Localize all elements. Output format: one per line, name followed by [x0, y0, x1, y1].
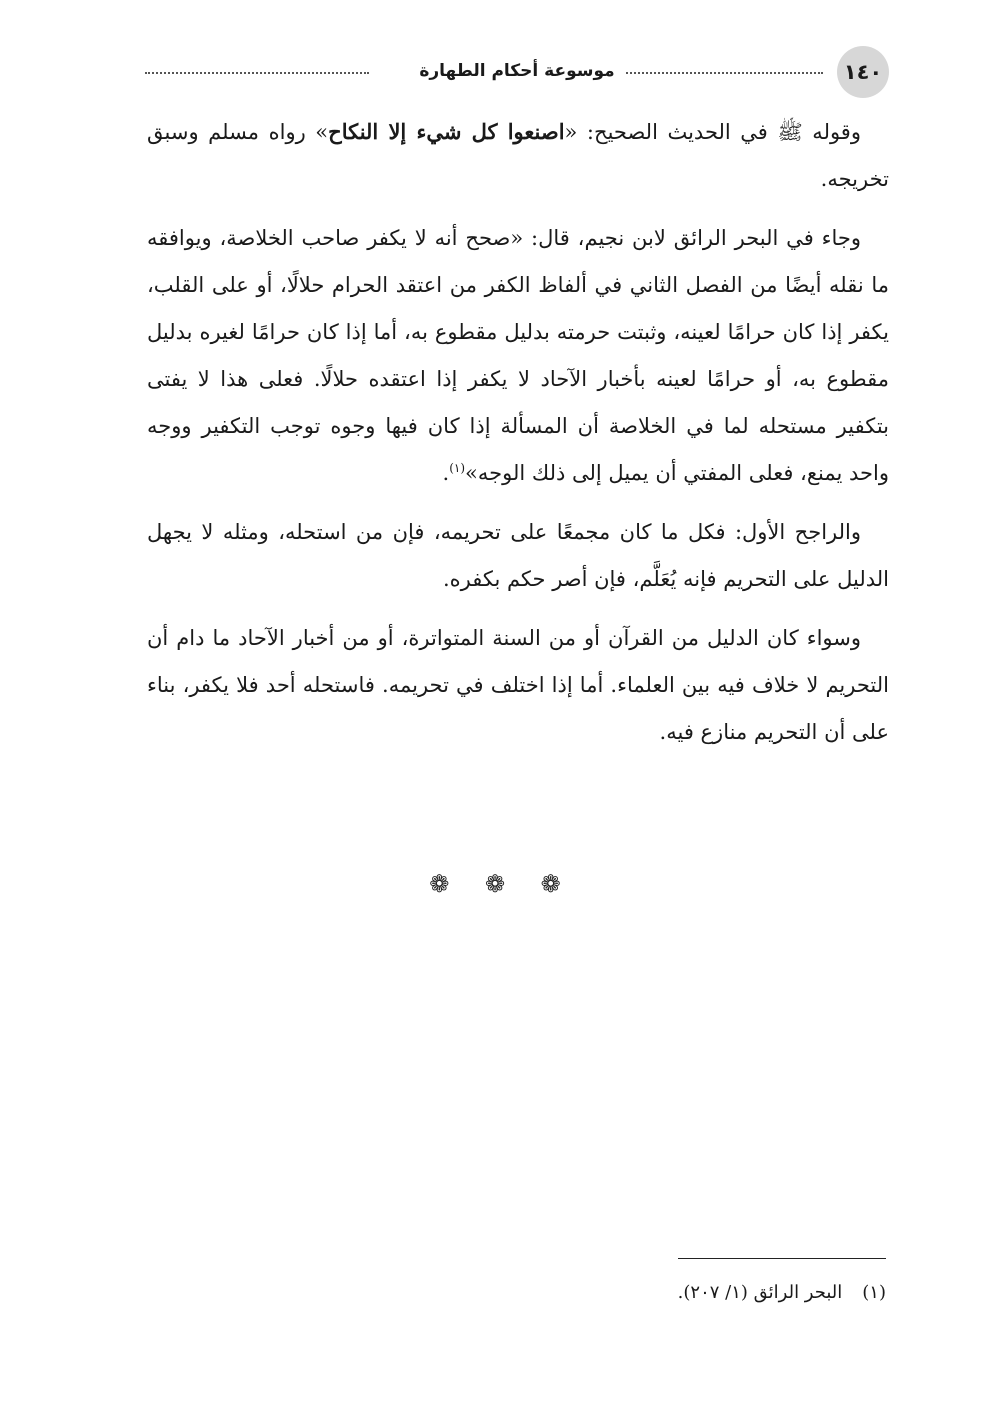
paragraph-2-end: . — [442, 461, 450, 485]
section-ornament: ❁ ❁ ❁ — [429, 870, 575, 898]
footnote-number: (١) — [862, 1282, 886, 1303]
running-title-text: موسوعة أحكام الطهارة — [409, 61, 624, 81]
running-title — [145, 56, 889, 86]
footnote — [386, 1278, 886, 1308]
page-header — [145, 46, 889, 98]
paragraph-1-lead: وقوله ﷺ في الحديث الصحيح: « — [564, 120, 861, 144]
paragraph-2 — [147, 215, 889, 497]
footnote-rule — [678, 1258, 886, 1259]
paragraph-1-tail: » رواه مسلم وسبق تخريجه. — [147, 120, 889, 191]
body-text — [147, 108, 889, 768]
page-number-badge: ١٤٠ — [837, 46, 889, 98]
footnote-reference[interactable]: (١) — [449, 461, 466, 475]
paragraph-2-text: وجاء في البحر الرائق لابن نجيم، قال: «صحح أنه لا يكفر صاحب الخلاصة، ويوافقه ما نقله أيضًا من الفصل الثاني في ألفاظ الكفر من اعتقد الحرام حلالًا، أو على القلب، يكفر إذا كان حرامًا لعينه، وثبتت حرمته بدليل مقطوع به، أما إذا كان حرامًا لغيره بدليل مقطوع به، أو حرامًا لعينه بأخبار الآحاد لا يكفر إذا اعتقده حلالًا. فعلى هذا لا يفتى بتكفير مستحله لما في الخلاصة أن المسألة إذا كان فيها وجوه توجب التكفير ووجه واحد يمنع، فعلى المفتي أن يميل إلى ذلك الوجه» — [147, 226, 889, 485]
paragraph-4: وسواء كان الدليل من القرآن أو من السنة المتواترة، أو من أخبار الآحاد ما دام أن التحريم لا خلاف فيه بين العلماء. أما إذا اختلف في تحريمه. فاستحله أحد فلا يكفر، بناء على أن التحريم منازع فيه. — [147, 626, 889, 744]
hadith-quote: اصنعوا كل شيء إلا النكاح — [328, 119, 565, 144]
paragraph-3: والراجح الأول: فكل ما كان مجمعًا على تحريمه، فإن من استحله، ومثله لا يجهل الدليل على التحريم فإنه يُعَلَّم، فإن أصر حكم بكفره. — [147, 520, 889, 591]
paragraph-1 — [147, 108, 889, 203]
footnote-text: البحر الرائق (١/ ٢٠٧). — [677, 1282, 843, 1303]
